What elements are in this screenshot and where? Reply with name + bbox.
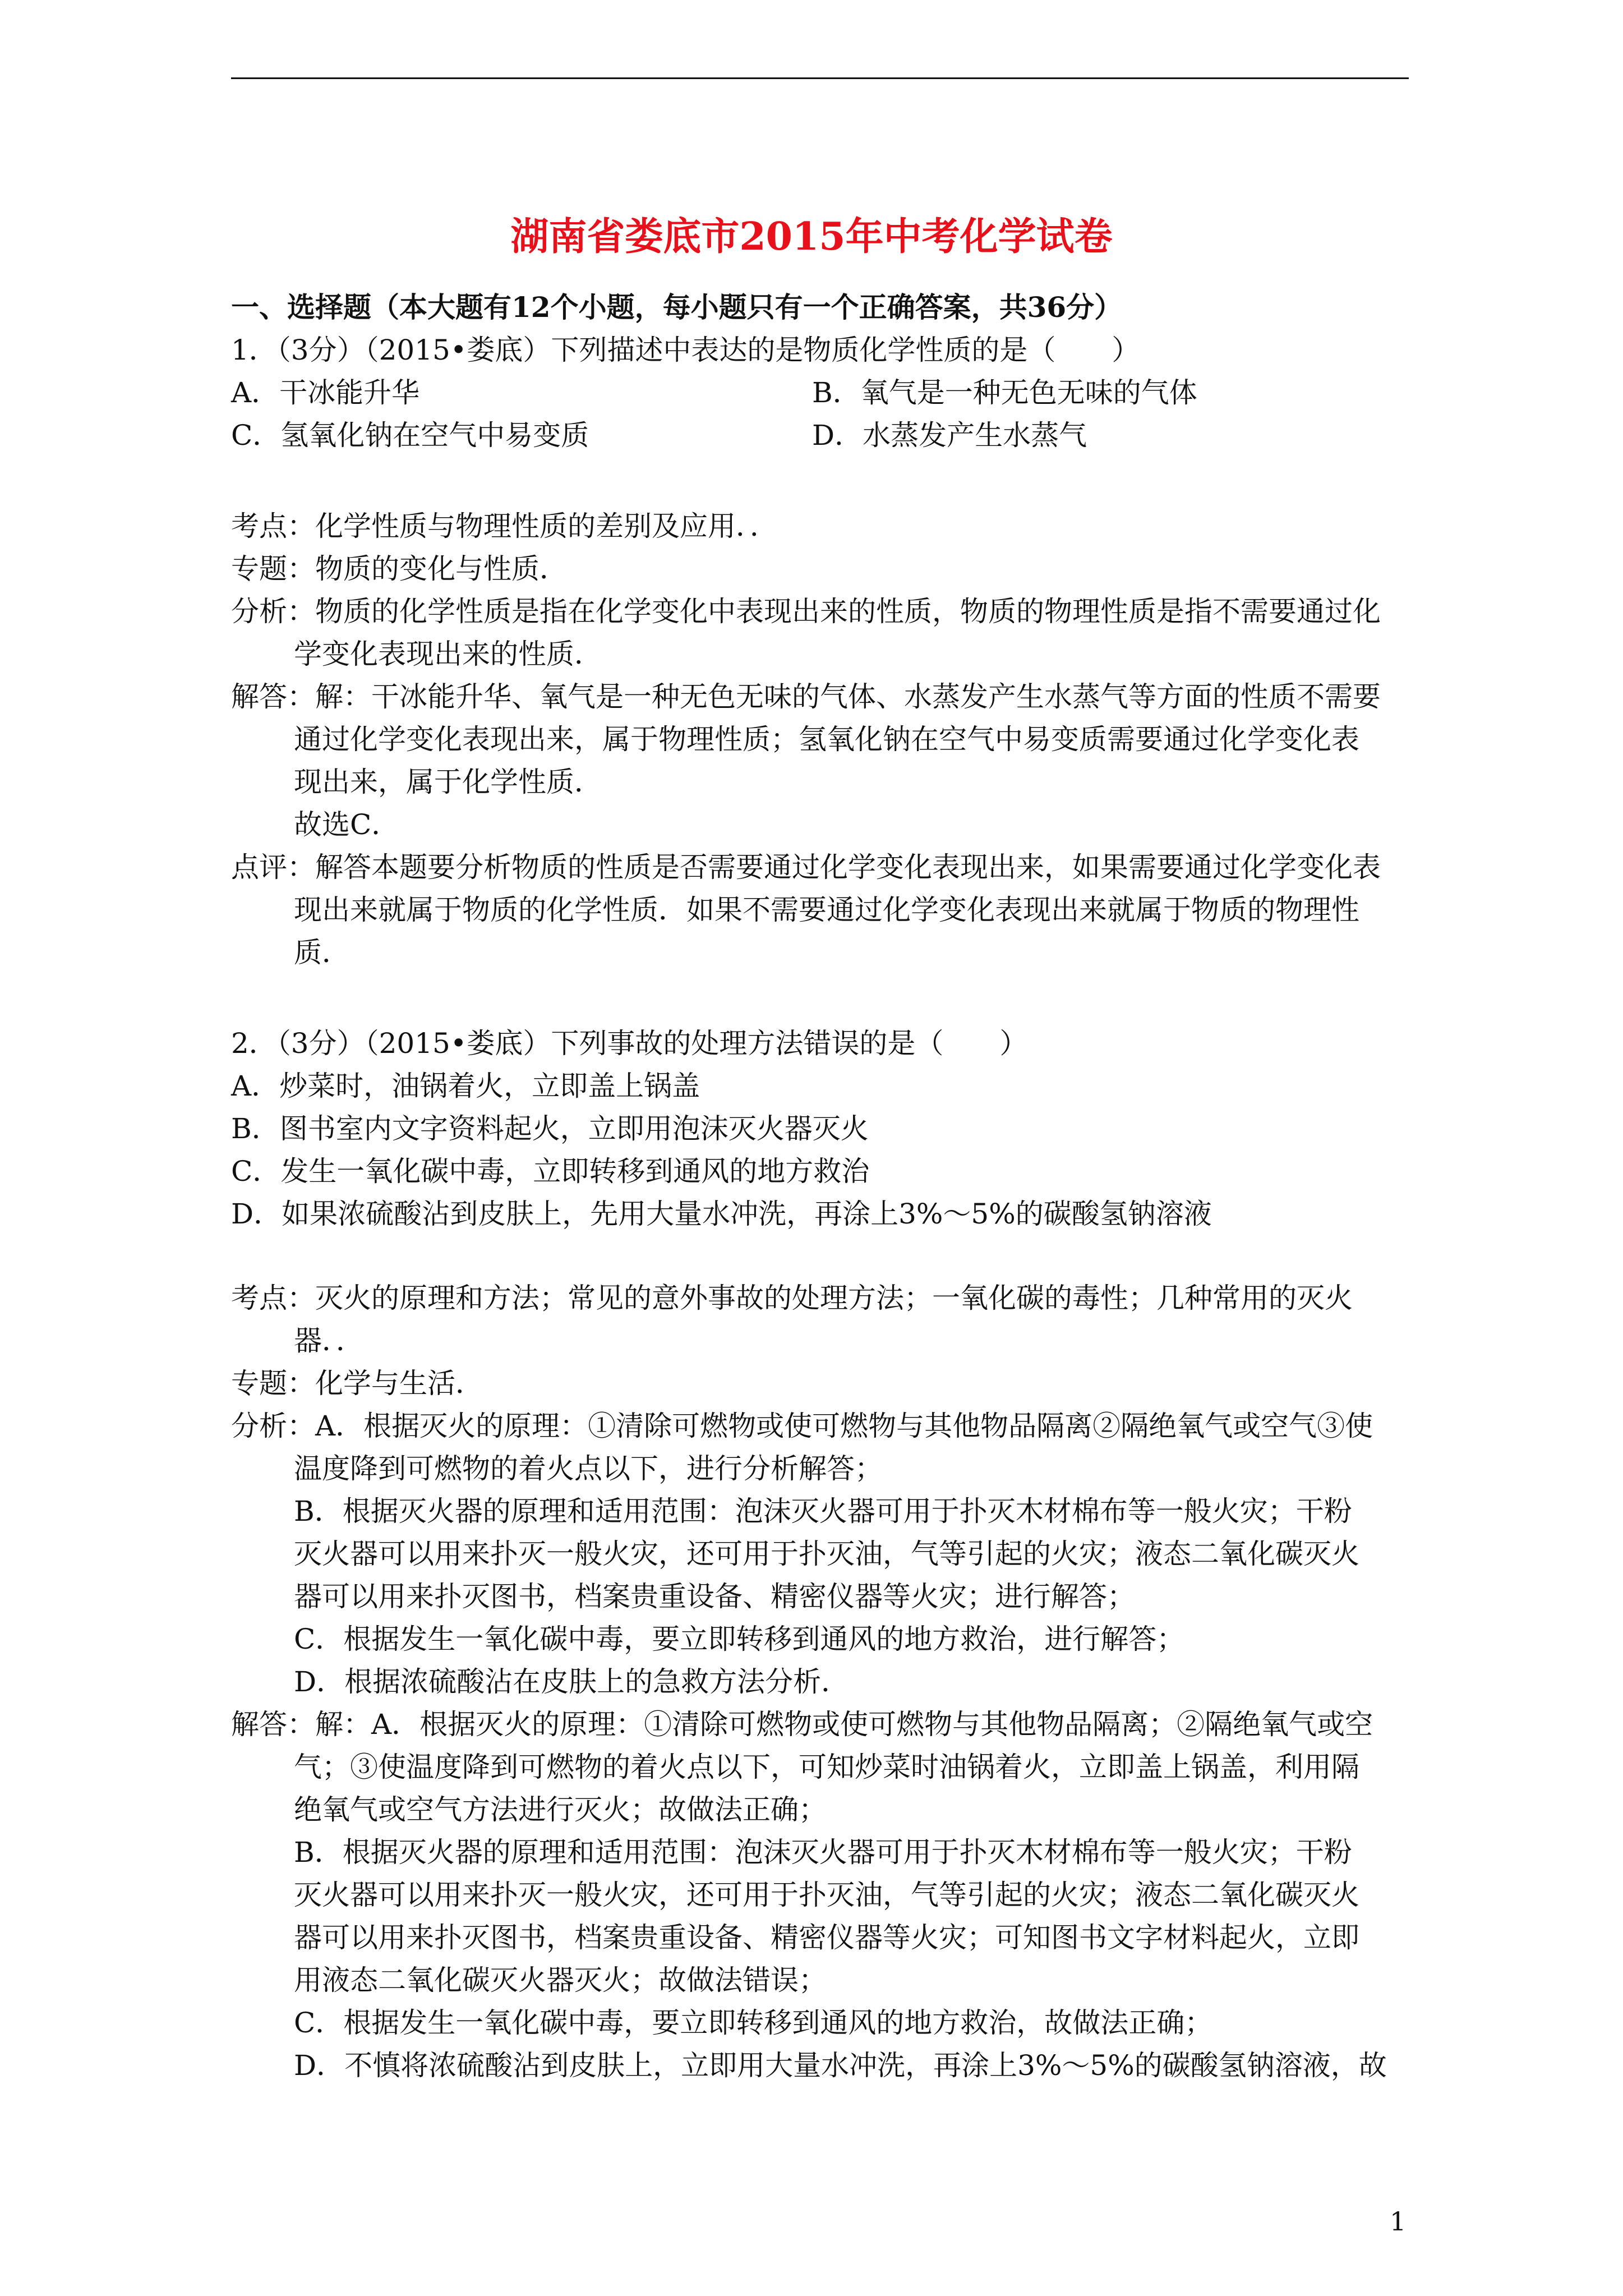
q1-fenxi-line: 分析：物质的化学性质是指在化学变化中表现出来的性质，物质的物理性质是指不需要通过化 xyxy=(231,595,1381,628)
q2-jieda-line: 用液态二氧化碳灭火器灭火；故做法错误； xyxy=(294,1964,827,1996)
q2-jieda-line: 灭火器可以用来扑灭一般火灾，还可用于扑灭油，气等引起的火灾；液态二氧化碳灭火 xyxy=(294,1879,1359,1911)
q1-dianping-line: 现出来就属于物质的化学性质．如果不需要通过化学变化表现出来就属于物质的物理性 xyxy=(294,894,1359,926)
q2-fenxi-line: 灭火器可以用来扑灭一般火灾，还可用于扑灭油，气等引起的火灾；液态二氧化碳灭火 xyxy=(294,1538,1359,1570)
q2-fenxi-line: B．根据灭火器的原理和适用范围：泡沫灭火器可用于扑灭木材棉布等一般火灾；干粉 xyxy=(294,1495,1352,1527)
q1-jieda-line: 故选C． xyxy=(294,808,400,841)
q1-stem: 1．（3分）（2015•娄底）下列描述中表达的是物质化学性质的是（ ） xyxy=(231,334,1140,366)
q2-option-a: A．炒菜时，油锅着火，立即盖上锅盖 xyxy=(231,1070,700,1102)
q2-kaodian-line: 考点：灭火的原理和方法；常见的意外事故的处理方法；一氧化碳的毒性；几种常用的灭火 xyxy=(231,1282,1353,1314)
q2-zhuanti: 专题：化学与生活． xyxy=(231,1367,483,1400)
q2-option-d: D．如果浓硫酸沾到皮肤上，先用大量水冲洗，再涂上3%～5%的碳酸氢钠溶液 xyxy=(231,1198,1212,1230)
q2-jieda-line: 气；③使温度降到可燃物的着火点以下，可知炒菜时油锅着火，立即盖上锅盖，利用隔 xyxy=(294,1751,1359,1783)
q1-jieda-line: 现出来，属于化学性质． xyxy=(294,766,602,798)
q2-jieda-line: D．不慎将浓硫酸沾到皮肤上，立即用大量水冲洗，再涂上3%～5%的碳酸氢钠溶液，故 xyxy=(294,2049,1387,2082)
q2-kaodian-line: 器．． xyxy=(294,1324,364,1357)
q1-jieda-line: 通过化学变化表现出来，属于物理性质；氢氧化钠在空气中易变质需要通过化学变化表 xyxy=(294,723,1359,756)
q1-option-d: D．水蒸发产生水蒸气 xyxy=(812,419,1087,452)
header-rule xyxy=(231,77,1409,79)
q1-kaodian: 考点：化学性质与物理性质的差别及应用．． xyxy=(231,510,778,542)
q2-fenxi-line: 器可以用来扑灭图书，档案贵重设备、精密仪器等火灾；进行解答； xyxy=(294,1580,1135,1613)
q2-fenxi-line: 分析：A．根据灭火的原理：①清除可燃物或使可燃物与其他物品隔离②隔绝氧气或空气③使 xyxy=(231,1410,1373,1442)
page-number: 1 xyxy=(1390,2206,1407,2237)
q2-fenxi-line: D．根据浓硫酸沾在皮肤上的急救方法分析． xyxy=(294,1665,850,1698)
q2-option-b: B．图书室内文字资料起火，立即用泡沫灭火器灭火 xyxy=(231,1112,869,1145)
q2-jieda-line: C．根据发生一氧化碳中毒，要立即转移到通风的地方救治，故做法正确； xyxy=(294,2007,1213,2039)
q2-stem: 2．（3分）（2015•娄底）下列事故的处理方法错误的是（ ） xyxy=(231,1027,1028,1060)
q1-option-b: B．氧气是一种无色无味的气体 xyxy=(812,376,1197,409)
q2-jieda-line: 器可以用来扑灭图书，档案贵重设备、精密仪器等火灾；可知图书文字材料起火，立即 xyxy=(294,1921,1359,1954)
q2-option-c: C．发生一氧化碳中毒，立即转移到通风的地方救治 xyxy=(231,1155,870,1188)
q1-fenxi-line: 学变化表现出来的性质． xyxy=(294,638,602,670)
q1-dianping-line: 点评：解答本题要分析物质的性质是否需要通过化学变化表现出来，如果需要通过化学变化表 xyxy=(231,851,1381,884)
q2-jieda-line: 解答：解：A．根据灭火的原理：①清除可燃物或使可燃物与其他物品隔离；②隔绝氧气或空 xyxy=(231,1708,1373,1741)
q1-option-c: C．氢氧化钠在空气中易变质 xyxy=(231,419,589,452)
q1-option-a: A．干冰能升华 xyxy=(231,376,420,409)
section-heading: 一、选择题（本大题有12个小题，每小题只有一个正确答案，共36分） xyxy=(231,291,1123,324)
q2-jieda-line: 绝氧气或空气方法进行灭火；故做法正确； xyxy=(294,1793,827,1826)
q1-zhuanti: 专题：物质的变化与性质． xyxy=(231,553,568,585)
q1-jieda-line: 解答：解：干冰能升华、氧气是一种无色无味的气体、水蒸发产生水蒸气等方面的性质不需要 xyxy=(231,680,1381,713)
q1-dianping-line: 质． xyxy=(294,936,350,969)
q2-fenxi-line: C．根据发生一氧化碳中毒，要立即转移到通风的地方救治，进行解答； xyxy=(294,1623,1185,1655)
q2-jieda-line: B．根据灭火器的原理和适用范围：泡沫灭火器可用于扑灭木材棉布等一般火灾；干粉 xyxy=(294,1836,1352,1869)
page-title: 湖南省娄底市2015年中考化学试卷 xyxy=(510,214,1113,259)
q2-fenxi-line: 温度降到可燃物的着火点以下，进行分析解答； xyxy=(294,1452,883,1485)
